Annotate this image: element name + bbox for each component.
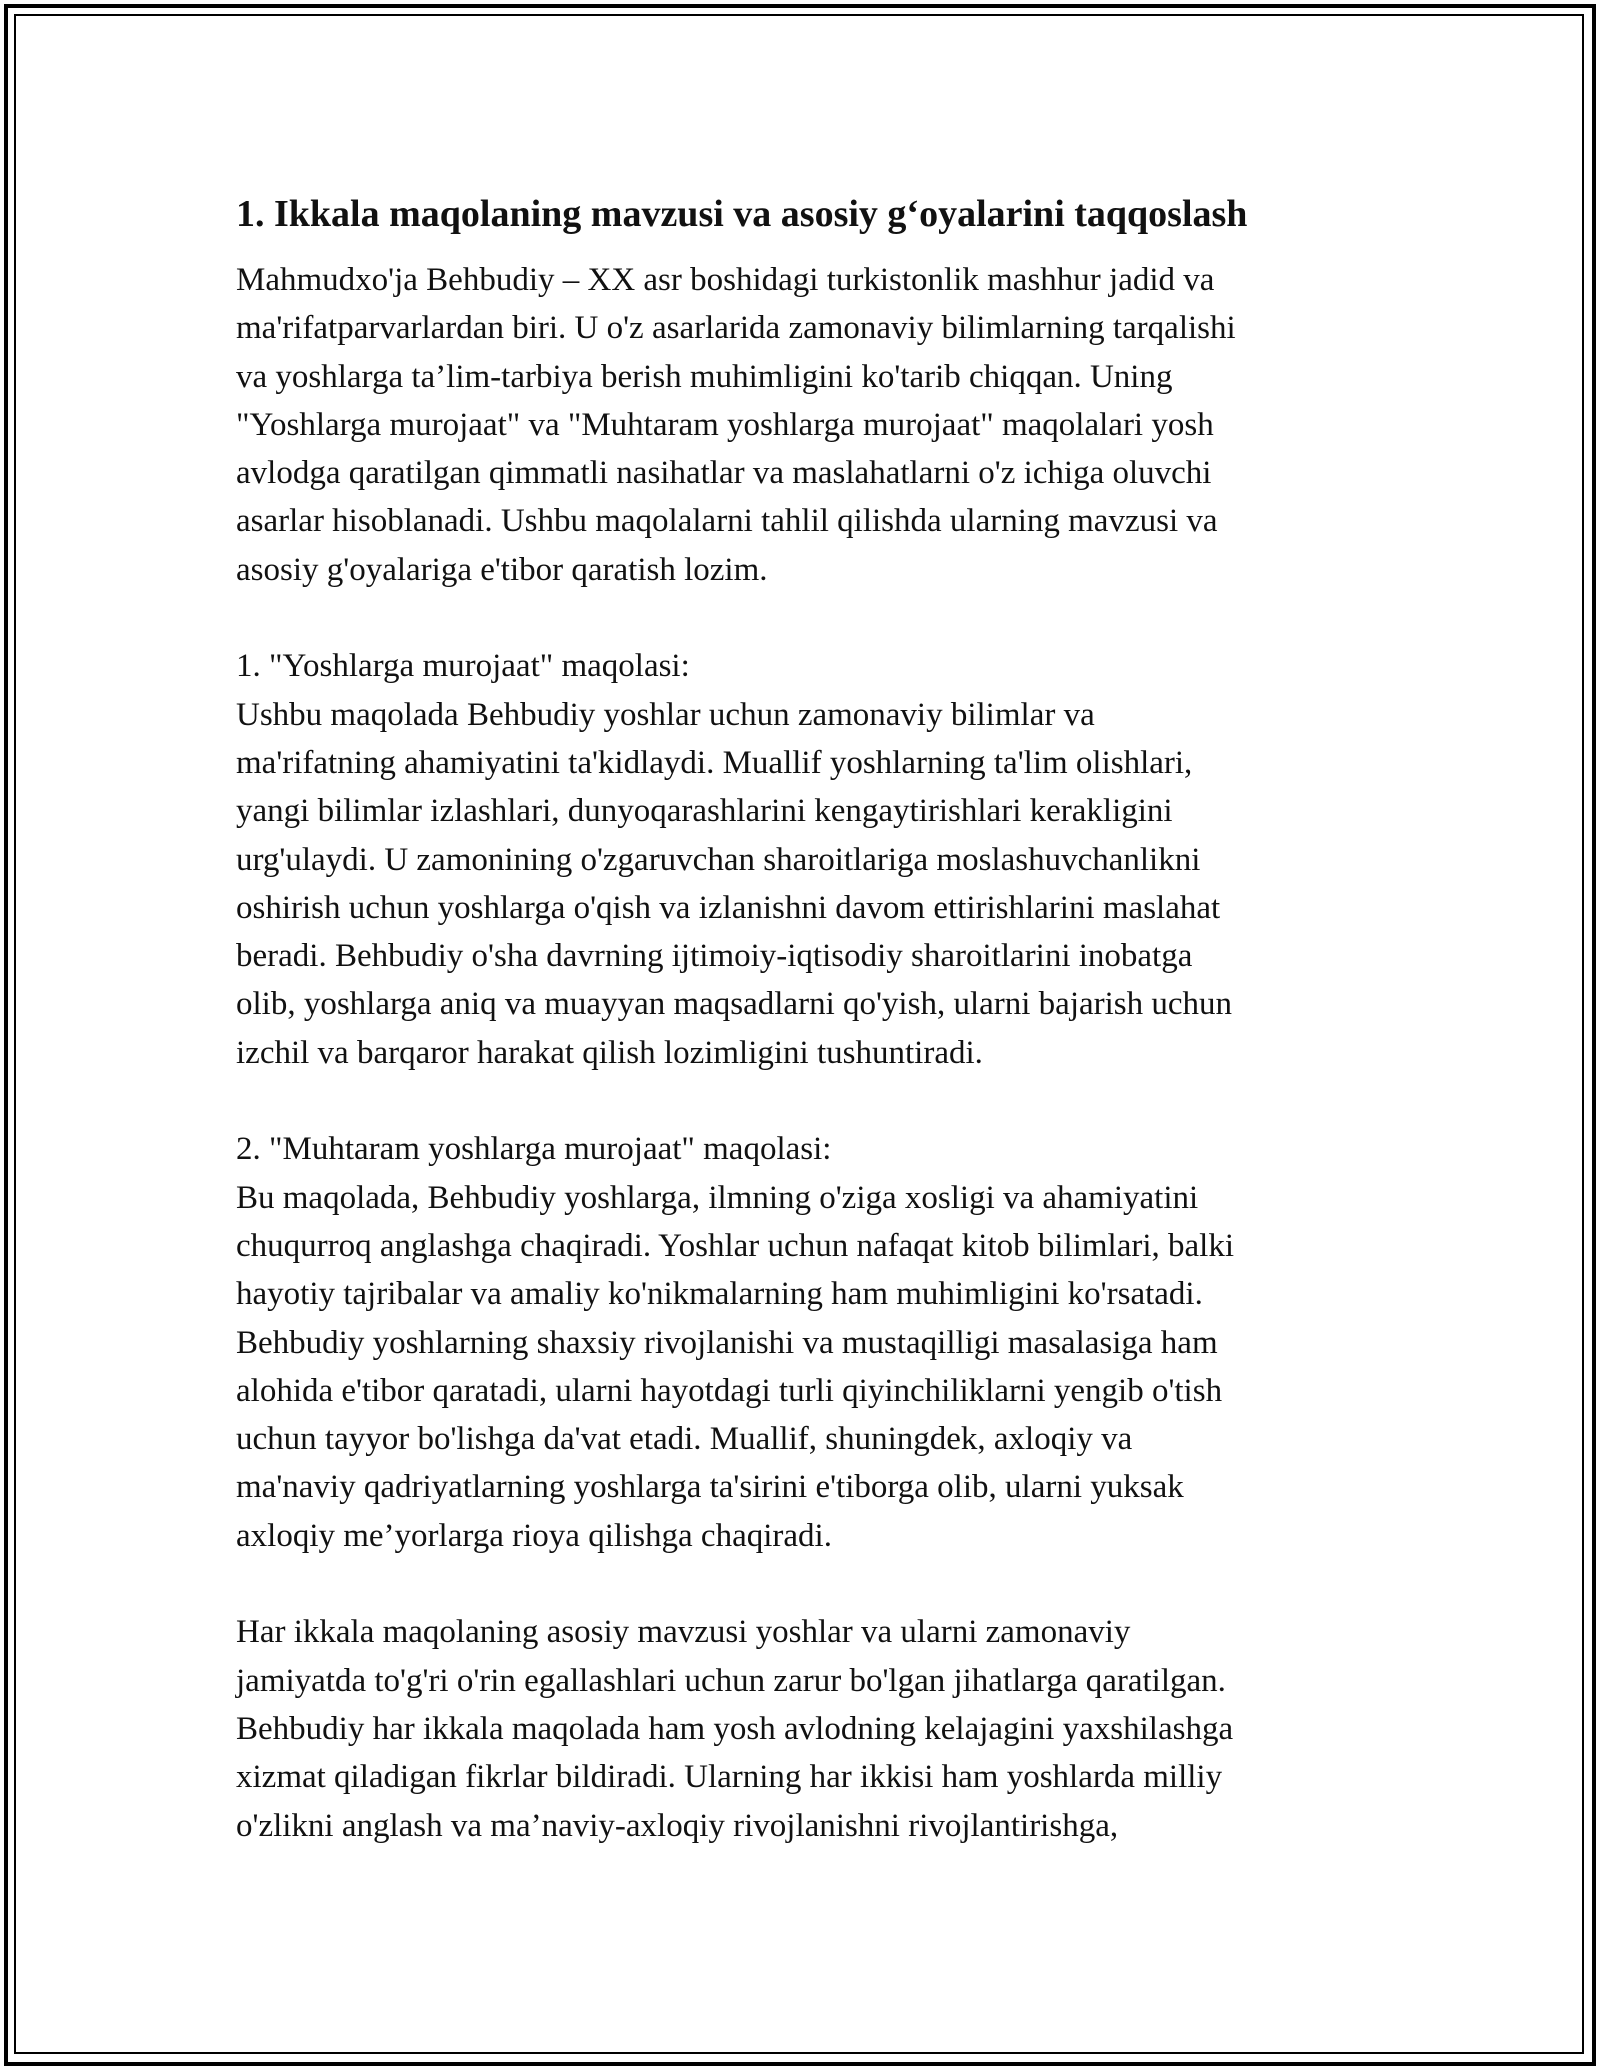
subsection-title: 1. "Yoshlarga murojaat" maqolasi: [236, 648, 690, 685]
text-line: ma'rifatparvarlardan biri. U o'z asarlarida zamonaviy bilimlarning tarqalishi [236, 310, 1236, 347]
text-line: asarlar hisoblanadi. Ushbu maqolalarni tahlil qilishda ularning mavzusi va [236, 503, 1218, 540]
text-line: Behbudiy yoshlarning shaxsiy rivojlanishi va mustaqilligi masalasiga ham [236, 1324, 1218, 1361]
text-line: asosiy g'oyalariga e'tibor qaratish lozim. [236, 551, 768, 588]
text-line: xizmat qiladigan fikrlar bildiradi. Ularning har ikkisi ham yoshlarda milliy [236, 1759, 1223, 1796]
paragraph-gap [236, 594, 1366, 642]
section-2-paragraph [236, 1125, 1366, 1560]
text-line: alohida e'tibor qaratadi, ularni hayotdagi turli qiyinchiliklarni yengib o'tish [236, 1372, 1223, 1409]
paragraph-gap [236, 1560, 1366, 1608]
text-line: hayotiy tajribalar va amaliy ko'nikmalarning ham muhimligini ko'rsatadi. [236, 1276, 1203, 1313]
text-line: yangi bilimlar izlashlari, dunyoqarashlarini kengaytirishlari kerakligini [236, 793, 1173, 830]
document-body [236, 186, 1366, 1850]
text-line: urg'ulaydi. U zamonining o'zgaruvchan sharoitlariga moslashuvchanlikni [236, 841, 1201, 878]
text-line: oshirish uchun yoshlarga o'qish va izlanishni davom ettirishlarini maslahat [236, 889, 1221, 926]
text-line: chuqurroq anglashga chaqiradi. Yoshlar uchun nafaqat kitob bilimlari, balki [236, 1227, 1235, 1264]
text-line: Behbudiy har ikkala maqolada ham yosh avlodning kelajagini yaxshilashga [236, 1710, 1234, 1747]
text-line: Mahmudxo'ja Behbudiy – XX asr boshidagi turkistonlik mashhur jadid va [236, 262, 1215, 298]
text-line: beradi. Behbudiy o'sha davrning ijtimoiy-iqtisodiy sharoitlarini inobatga [236, 938, 1193, 975]
conclusion-paragraph [236, 1608, 1366, 1849]
text-line: "Yoshlarga murojaat" va "Muhtaram yoshlarga murojaat" maqolalari yosh [236, 406, 1214, 443]
subsection-title: 2. "Muhtaram yoshlarga murojaat" maqolasi: [236, 1131, 832, 1168]
text-line: avlodga qaratilgan qimmatli nasihatlar va maslahatlarni o'z ichiga oluvchi [236, 455, 1212, 492]
text-line: o'zlikni anglash va ma’naviy-axloqiy rivojlanishni rivojlantirishga, [236, 1807, 1119, 1844]
text-line: jamiyatda to'g'ri o'rin egallashlari uchun zarur bo'lgan jihatlarga qaratilgan. [236, 1662, 1226, 1699]
text-line: Ushbu maqolada Behbudiy yoshlar uchun zamonaviy bilimlar va [236, 696, 1095, 733]
intro-paragraph [236, 256, 1366, 594]
text-line: axloqiy me’yorlarga rioya qilishga chaqiradi. [236, 1517, 832, 1554]
paragraph-gap [236, 1077, 1366, 1125]
section-1-paragraph [236, 642, 1366, 1077]
text-line: Har ikkala maqolaning asosiy mavzusi yoshlar va ularni zamonaviy [236, 1614, 1131, 1651]
text-line: Bu maqolada, Behbudiy yoshlarga, ilmning o'ziga xosligi va ahamiyatini [236, 1179, 1199, 1216]
text-line: va yoshlarga ta’lim-tarbiya berish muhimligini ko'tarib chiqqan. Uning [236, 358, 1173, 395]
text-line: izchil va barqaror harakat qilish lozimligini tushuntiradi. [236, 1034, 983, 1071]
text-line: ma'naviy qadriyatlarning yoshlarga ta'sirini e'tiborga olib, ularni yuksak [236, 1469, 1184, 1506]
text-line: uchun tayyor bo'lishga da'vat etadi. Muallif, shuningdek, axloqiy va [236, 1421, 1133, 1458]
text-line: olib, yoshlarga aniq va muayyan maqsadlarni qo'yish, ularni bajarish uchun [236, 986, 1233, 1023]
text-line: ma'rifatning ahamiyatini ta'kidlaydi. Muallif yoshlarning ta'lim olishlari, [236, 744, 1193, 781]
section-heading: 1. Ikkala maqolaning mavzusi va asosiy g‘oyalarini taqqoslash [236, 193, 1248, 235]
